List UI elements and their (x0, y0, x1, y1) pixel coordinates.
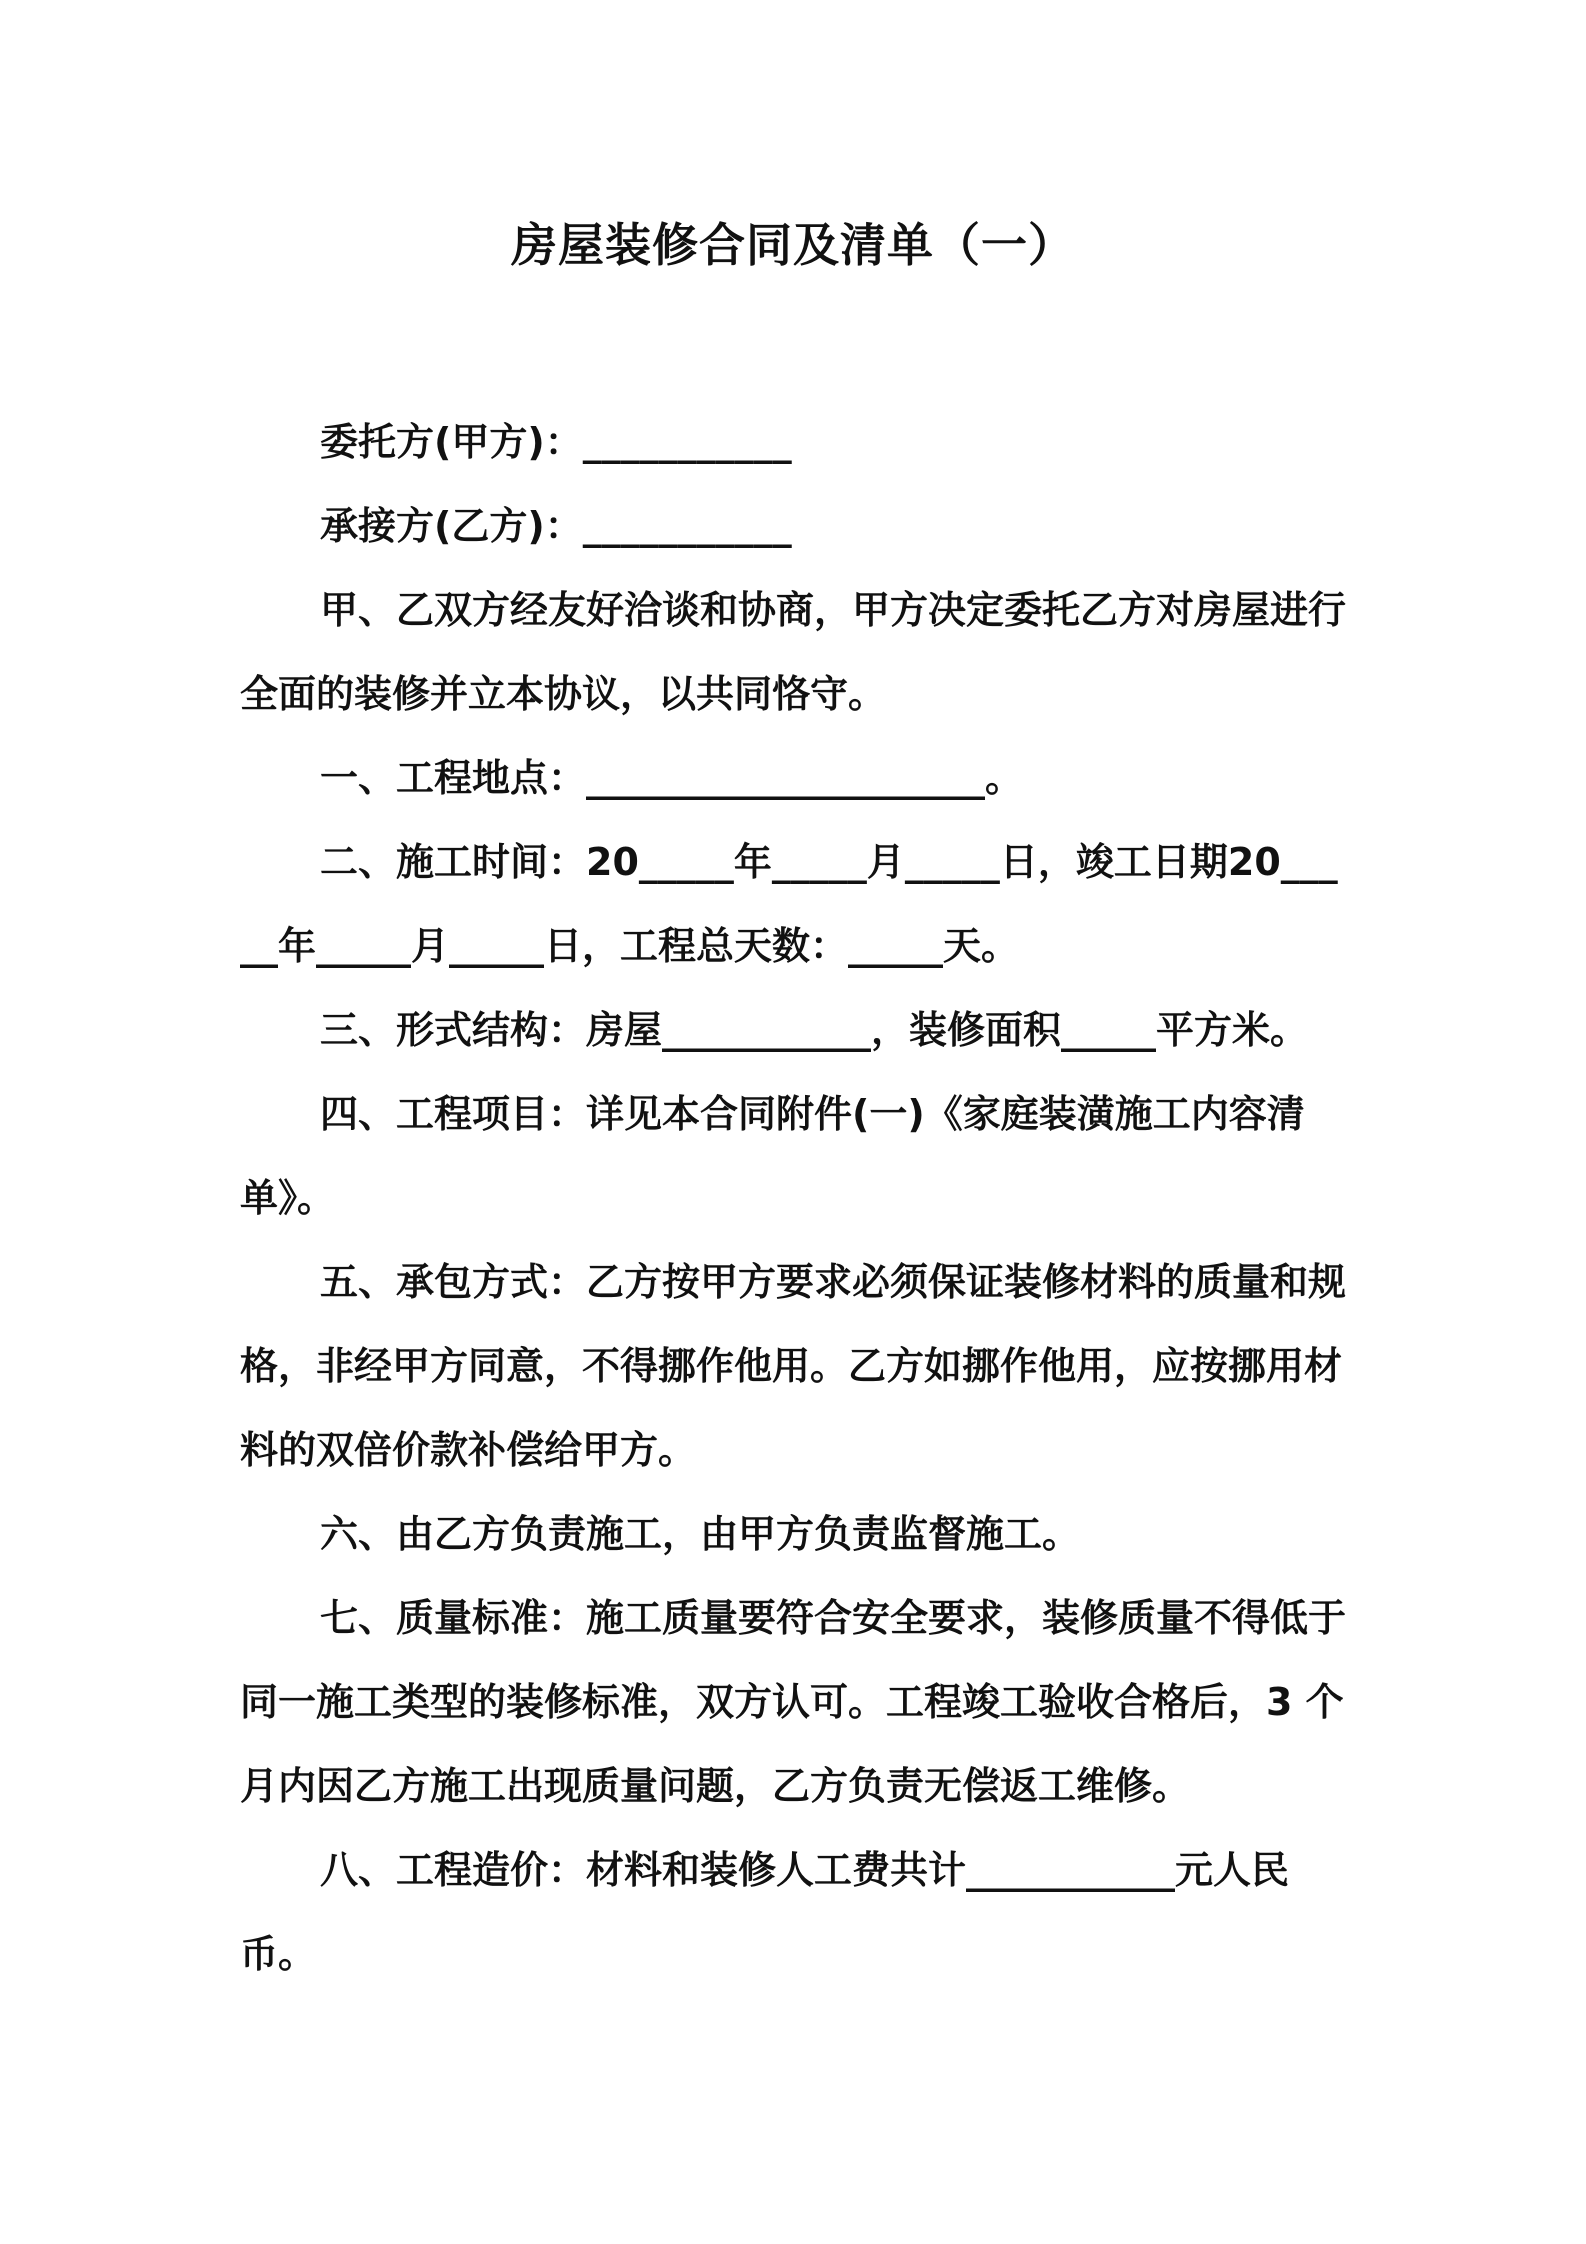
clause-construction-time: 二、施工时间：20_____年_____月_____日，竣工日期20_____年_____月_____日，工程总天数：_____天。 (240, 840, 1338, 968)
clause-agreement-intro: 甲、乙双方经友好洽谈和协商，甲方决定委托乙方对房屋进行全面的装修并立本协议，以共同恪守。 (240, 588, 1347, 716)
clause-contract-method: 五、承包方式：乙方按甲方要求必须保证装修材料的质量和规格，非经甲方同意，不得挪作他用。乙方如挪作他用，应按挪用材料的双倍价款补偿给甲方。 (240, 1260, 1347, 1472)
clause-structure-area: 三、形式结构：房屋___________，装修面积_____平方米。 (320, 1008, 1309, 1052)
clause-supervision: 六、由乙方负责施工，由甲方负责监督施工。 (320, 1512, 1081, 1556)
clause-project-cost: 八、工程造价：材料和装修人工费共计___________元人民币。 (240, 1848, 1290, 1976)
clause-contractor-party: 承接方(乙方)：___________ (320, 504, 792, 548)
document-title: 房屋装修合同及清单（一） (511, 218, 1075, 272)
document-body (240, 400, 1350, 1996)
clause-quality-standard: 七、质量标准：施工质量要符合安全要求，装修质量不得低于同一施工类型的装修标准，双方认可。工程竣工验收合格后，3 个月内因乙方施工出现质量问题，乙方负责无偿返工维修。 (240, 1596, 1347, 1808)
clause-project-items: 四、工程项目：详见本合同附件(一)《家庭装潢施工内容清单》。 (240, 1092, 1305, 1220)
clause-project-location: 一、工程地点：_____________________。 (320, 756, 1024, 800)
clause-client-party: 委托方(甲方)：___________ (320, 420, 792, 464)
